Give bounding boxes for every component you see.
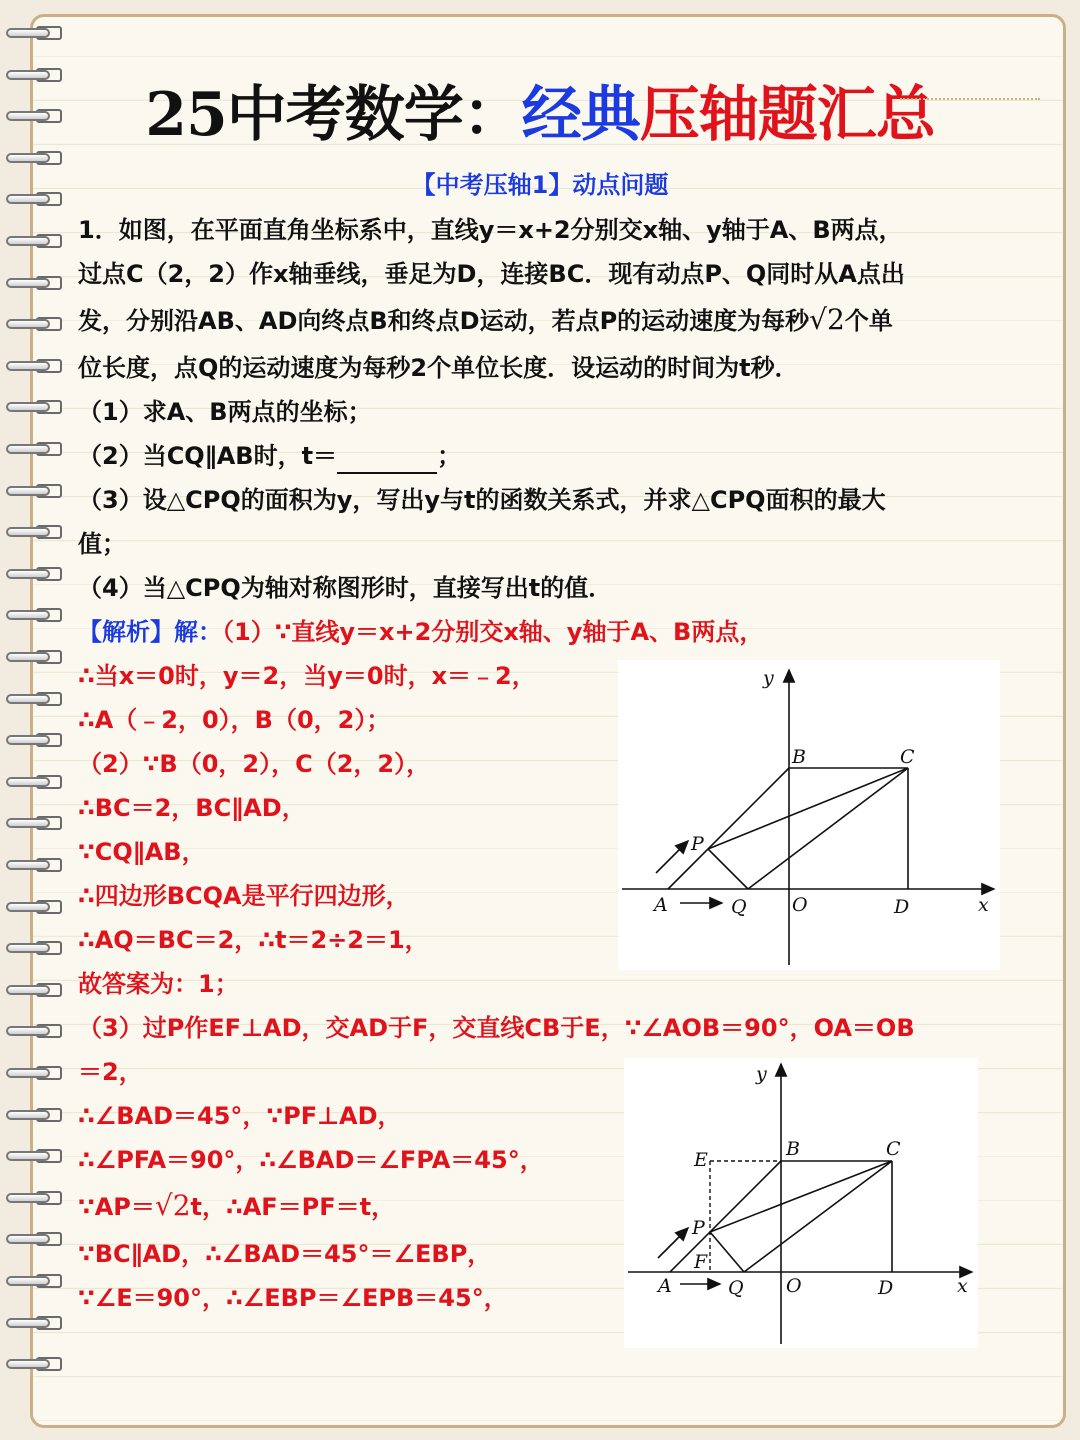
segment-PQ — [710, 1232, 744, 1272]
binding-wire — [6, 694, 50, 704]
binding-wire — [6, 985, 50, 995]
question-3-cont: 值； — [78, 530, 126, 558]
spiral-binding — [0, 22, 70, 1422]
sqrt2-symbol: √2 — [809, 303, 845, 336]
arrow-P-direction — [656, 841, 688, 873]
solution-line-4: （2）∵B（0，2），C（2，2）， — [78, 750, 431, 778]
binding-ring — [6, 1062, 64, 1084]
binding-ring — [6, 688, 64, 710]
label-P: P — [691, 833, 704, 855]
binding-ring — [6, 604, 64, 626]
solution-line-8: ∴AQ＝BC＝2，∴t＝2÷2＝1， — [78, 926, 429, 954]
binding-ring — [6, 979, 64, 1001]
label-x: x — [978, 894, 989, 916]
sqrt2-symbol: √2 — [154, 1189, 191, 1222]
binding-wire — [6, 153, 50, 163]
label-x: x — [957, 1275, 968, 1297]
binding-ring — [6, 896, 64, 918]
problem-line-3 — [78, 302, 893, 339]
question-1: （1）求A、B两点的坐标； — [78, 398, 372, 426]
binding-wire — [6, 1068, 50, 1078]
solution-line-14a: ∵AP＝ — [78, 1193, 155, 1221]
label-D: D — [894, 896, 910, 918]
segment-QC — [748, 768, 908, 889]
question-2 — [78, 438, 461, 474]
binding-ring — [6, 1187, 64, 1209]
binding-ring — [6, 355, 64, 377]
binding-ring — [6, 812, 64, 834]
binding-wire — [6, 1359, 50, 1369]
label-C: C — [886, 1138, 901, 1160]
binding-wire — [6, 486, 50, 496]
binding-wire — [6, 70, 50, 80]
section-heading: 【中考压轴1】动点问题 — [411, 171, 669, 199]
line-AB — [670, 1161, 781, 1272]
binding-ring — [6, 1145, 64, 1167]
label-y: y — [756, 1063, 767, 1085]
binding-wire — [6, 777, 50, 787]
solution-line-1 — [78, 614, 763, 650]
binding-ring — [6, 1104, 64, 1126]
binding-ring — [6, 1353, 64, 1375]
binding-wire — [6, 1234, 50, 1244]
label-C: C — [900, 746, 915, 768]
figure-2 — [624, 1058, 978, 1348]
binding-wire — [6, 402, 50, 412]
binding-ring — [6, 521, 64, 543]
binding-ring — [6, 1228, 64, 1250]
segment-PC — [710, 1161, 892, 1232]
binding-wire — [6, 527, 50, 537]
binding-wire — [6, 860, 50, 870]
binding-ring — [6, 313, 64, 335]
solution-line-7: ∴四边形BCQA是平行四边形， — [78, 882, 410, 910]
question-2-end: ； — [437, 442, 462, 470]
binding-wire — [6, 319, 50, 329]
figure-1-diagram — [618, 660, 1000, 970]
solution-line-2: ∴当x＝0时，y＝2，当y＝0时，x＝﹣2， — [78, 662, 536, 690]
label-B: B — [792, 746, 806, 768]
binding-wire — [6, 236, 50, 246]
binding-ring — [6, 771, 64, 793]
problem-line-2: 过点C（2，2）作x轴垂线，垂足为D，连接BC．现有动点P、Q同时从A点出 — [78, 260, 905, 288]
figure-1 — [618, 660, 1000, 970]
segment-PC — [708, 768, 908, 849]
binding-wire — [6, 943, 50, 953]
binding-wire — [6, 735, 50, 745]
segment-PQ — [708, 849, 748, 889]
label-D: D — [878, 1277, 894, 1299]
solution-line-10: （3）过P作EF⊥AD，交AD于F，交直线CB于E，∵∠AOB＝90°，OA＝OB — [78, 1014, 915, 1042]
label-E: E — [694, 1149, 708, 1171]
binding-wire — [6, 1276, 50, 1286]
solution-label: 【解析】解： — [78, 618, 222, 646]
binding-ring — [6, 480, 64, 502]
binding-wire — [6, 569, 50, 579]
figure-2-diagram — [624, 1058, 978, 1348]
solution-line-5: ∴BC＝2，BC∥AD， — [78, 794, 306, 822]
binding-wire — [6, 1026, 50, 1036]
label-A: A — [658, 1275, 672, 1297]
question-2-text: （2）当CQ∥AB时，t＝ — [78, 442, 338, 470]
solution-text-1: （1）∵直线y＝x+2分别交x轴、y轴于A、B两点， — [222, 618, 764, 646]
problem-line-3a: 发，分别沿AB、AD向终点B和终点D运动，若点P的运动速度为每秒 — [78, 307, 810, 335]
title-part2: 经典 — [521, 80, 640, 150]
binding-ring — [6, 1020, 64, 1042]
solution-line-14b: t，∴AF＝PF＝t， — [190, 1193, 396, 1221]
solution-line-9: 故答案为：1； — [78, 970, 239, 998]
problem-line-3b: 个单 — [844, 307, 893, 335]
solution-line-15: ∵BC∥AD，∴∠BAD＝45°＝∠EBP， — [78, 1240, 492, 1268]
label-O: O — [786, 1275, 802, 1297]
label-Q: Q — [731, 896, 747, 918]
binding-ring — [6, 729, 64, 751]
arrow-P-direction — [658, 1228, 688, 1258]
binding-ring — [6, 646, 64, 668]
binding-wire — [6, 610, 50, 620]
solution-line-6: ∵CQ∥AB， — [78, 838, 206, 866]
label-F: F — [694, 1251, 708, 1273]
label-Q: Q — [728, 1277, 744, 1299]
label-B: B — [786, 1138, 800, 1160]
binding-ring — [6, 563, 64, 585]
title-part3: 压轴题汇总 — [639, 80, 935, 150]
solution-line-12: ∴∠BAD＝45°，∵PF⊥AD， — [78, 1102, 402, 1130]
problem-line-1: 1．如图，在平面直角坐标系中，直线y＝x+2分别交x轴、y轴于A、B两点， — [78, 216, 903, 244]
binding-wire — [6, 444, 50, 454]
label-y: y — [763, 667, 774, 689]
binding-ring — [6, 438, 64, 460]
title-part1: 25中考数学： — [145, 80, 522, 150]
answer-blank — [337, 446, 437, 474]
solution-line-11: ＝2， — [78, 1058, 143, 1086]
binding-ring — [6, 937, 64, 959]
question-4: （4）当△CPQ为轴对称图形时，直接写出t的值． — [78, 574, 613, 602]
title-dotted-rule — [900, 98, 1040, 100]
label-A: A — [654, 894, 668, 916]
question-3: （3）设△CPQ的面积为y，写出y与t的函数关系式，并求△CPQ面积的最大 — [78, 486, 886, 514]
solution-line-14 — [78, 1188, 395, 1225]
binding-wire — [6, 1110, 50, 1120]
binding-wire — [6, 1318, 50, 1328]
label-O: O — [792, 894, 808, 916]
binding-wire — [6, 1151, 50, 1161]
binding-ring — [6, 396, 64, 418]
binding-ring — [6, 230, 64, 252]
binding-wire — [6, 902, 50, 912]
binding-wire — [6, 652, 50, 662]
binding-ring — [6, 1270, 64, 1292]
problem-line-4: 位长度，点Q的运动速度为每秒2个单位长度．设运动的时间为t秒． — [78, 354, 799, 382]
label-P: P — [692, 1217, 705, 1239]
segment-QC — [744, 1161, 892, 1272]
binding-ring — [6, 22, 64, 44]
solution-line-13: ∴∠PFA＝90°，∴∠BAD＝∠FPA＝45°， — [78, 1146, 544, 1174]
binding-ring — [6, 854, 64, 876]
solution-line-16: ∵∠E＝90°，∴∠EBP＝∠EPB＝45°， — [78, 1284, 508, 1312]
binding-ring — [6, 147, 64, 169]
binding-wire — [6, 361, 50, 371]
binding-wire — [6, 818, 50, 828]
binding-wire — [6, 28, 50, 38]
solution-line-3: ∴A（﹣2，0），B（0，2）； — [78, 706, 391, 734]
binding-ring — [6, 1312, 64, 1334]
binding-wire — [6, 1193, 50, 1203]
page-title — [0, 80, 1080, 150]
binding-ring — [6, 272, 64, 294]
binding-wire — [6, 278, 50, 288]
